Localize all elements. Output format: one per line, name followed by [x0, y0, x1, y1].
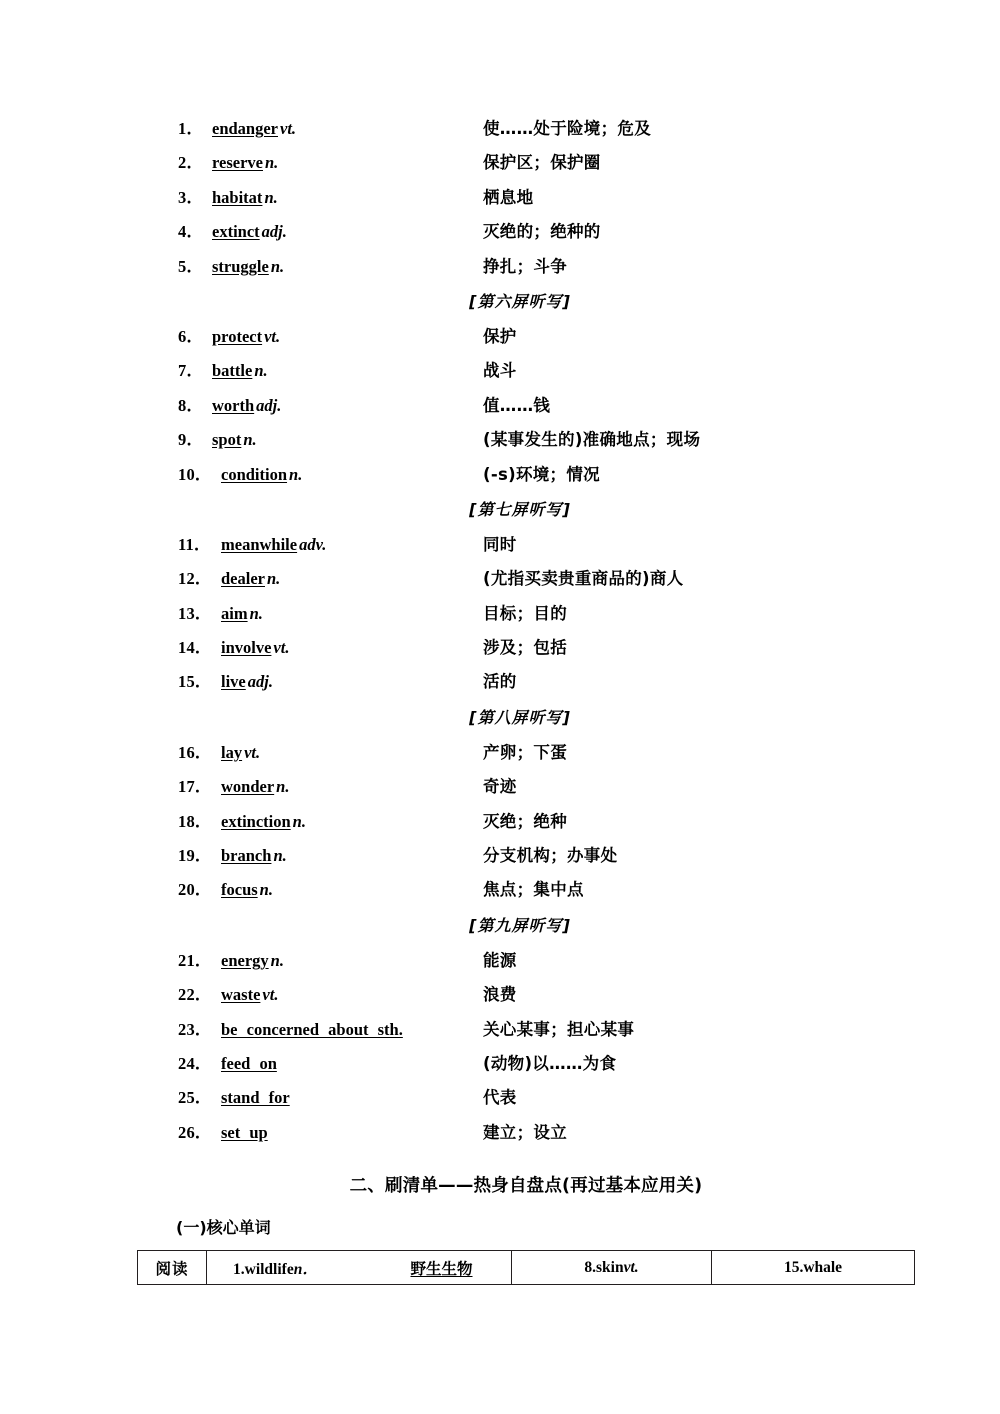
item-number: 4． [178, 222, 204, 242]
item-pos: vt. [244, 742, 261, 762]
item-number: 24． [178, 1053, 212, 1073]
item-number: 19． [178, 846, 212, 866]
second-word-cell [512, 1251, 712, 1285]
item-word: involve [221, 638, 272, 658]
item-definition: 灭绝；绝种 [483, 811, 567, 831]
screen-heading-six: [第六屏听写] [469, 291, 571, 311]
subsection-heading: (一)核心单词 [176, 1218, 271, 1237]
vocabulary-row [0, 458, 1000, 492]
item-pos: adv. [299, 534, 327, 554]
item-number: 9． [178, 430, 204, 450]
item-definition: 活的 [483, 672, 517, 692]
item-word: reserve [212, 153, 263, 173]
vocabulary-row [0, 978, 1000, 1012]
item-pos: n. [259, 880, 273, 900]
first-word-meaning: 野生生物 [410, 1259, 473, 1278]
item-definition: 产卵；下蛋 [483, 742, 567, 762]
item-word: endanger [212, 119, 278, 138]
first-word-term [213, 1257, 378, 1279]
item-number: 3． [178, 187, 204, 207]
vocabulary-row [0, 320, 1000, 354]
vocabulary-row [0, 770, 1000, 804]
item-number: 12． [178, 569, 212, 589]
item-word: energy [221, 950, 269, 970]
vocabulary-row [0, 944, 1000, 978]
vocabulary-row [0, 354, 1000, 388]
vocabulary-row [0, 423, 1000, 457]
third-word-cell: 15.whale [712, 1251, 915, 1285]
item-definition: 灭绝的；绝种的 [483, 222, 601, 242]
item-pos: n. [254, 361, 268, 381]
item-word: worth [212, 395, 255, 415]
item-number: 8． [178, 395, 204, 415]
item-term [221, 770, 289, 804]
item-term [221, 944, 284, 978]
vocabulary-row [0, 528, 1000, 562]
item-definition: (某事发生的)准确地点；现场 [483, 430, 701, 450]
item-term [221, 597, 263, 631]
core-words-table [137, 1250, 915, 1285]
item-number: 1． [178, 119, 204, 138]
item-definition: 保护 [483, 326, 517, 346]
item-pos: n. [243, 430, 257, 450]
screen-heading-eight: [第八屏听写] [469, 707, 571, 727]
item-pos: n. [266, 569, 281, 589]
item-term [221, 631, 289, 665]
item-pos: adj. [261, 222, 287, 242]
vocabulary-row [0, 736, 1000, 770]
item-definition: 关心某事；担心某事 [483, 1019, 635, 1039]
item-term [212, 215, 287, 249]
item-definition: 奇迹 [483, 777, 517, 797]
item-definition: (动物)以……为食 [483, 1053, 617, 1073]
item-number: 20． [178, 880, 212, 900]
vocabulary-row [0, 562, 1000, 596]
item-term [212, 112, 296, 146]
item-number: 2． [178, 153, 204, 173]
item-word: battle [212, 361, 253, 381]
vocabulary-row [0, 1047, 1000, 1081]
item-number: 23． [178, 1019, 212, 1039]
item-number: 14． [178, 638, 212, 658]
vocabulary-row [0, 389, 1000, 423]
table-row [138, 1251, 915, 1285]
vocabulary-row [0, 181, 1000, 215]
item-term [221, 839, 287, 873]
item-word: extinction [221, 811, 291, 831]
item-word: struggle [212, 256, 269, 276]
item-term [221, 873, 273, 907]
item-number: 17． [178, 777, 212, 797]
item-term [212, 250, 284, 284]
item-term [221, 805, 306, 839]
item-term [221, 1047, 277, 1081]
item-definition: 能源 [483, 950, 517, 970]
item-word: habitat [212, 187, 263, 207]
vocabulary-row [0, 805, 1000, 839]
vocabulary-row [0, 112, 1000, 146]
item-number: 13． [178, 603, 212, 623]
item-definition: 代表 [483, 1088, 517, 1108]
item-number: 25． [178, 1088, 212, 1108]
vocabulary-row [0, 839, 1000, 873]
item-phrase: be concerned about sth. [221, 1019, 403, 1039]
item-term [221, 1013, 403, 1047]
vocabulary-row [0, 1081, 1000, 1115]
item-definition: 目标；目的 [483, 603, 567, 623]
item-number: 26． [178, 1122, 212, 1142]
item-term [221, 458, 302, 492]
second-word-text: 8.skin [584, 1258, 624, 1276]
item-pos: adj. [247, 672, 273, 692]
first-word-cell [207, 1251, 512, 1285]
item-pos: n. [264, 187, 278, 207]
item-pos: n. [270, 950, 284, 970]
item-pos: vt. [273, 638, 290, 658]
vocabulary-list [0, 112, 1000, 1150]
item-term [212, 320, 280, 354]
item-number: 5． [178, 256, 204, 276]
item-pos: n. [273, 846, 287, 866]
vocabulary-row [0, 631, 1000, 665]
item-term [221, 978, 278, 1012]
item-definition: 分支机构；办事处 [483, 846, 618, 866]
item-word: extinct [212, 222, 260, 242]
item-pos: adj. [256, 395, 282, 415]
item-pos: vt. [280, 119, 297, 138]
item-definition: 同时 [483, 534, 517, 554]
section-heading: 二、刷清单——热身自盘点(再过基本应用关) [349, 1176, 703, 1196]
item-term [212, 389, 281, 423]
vocabulary-row [0, 215, 1000, 249]
item-term [221, 528, 326, 562]
item-word: lay [221, 742, 243, 762]
item-term [221, 562, 280, 596]
item-term [221, 1081, 290, 1115]
first-word-text: 1.wildlife [233, 1260, 294, 1278]
item-definition: 浪费 [483, 985, 517, 1005]
item-definition: 栖息地 [483, 187, 534, 207]
item-definition: (尤指买卖贵重商品的)商人 [483, 569, 684, 589]
vocabulary-row [0, 1013, 1000, 1047]
item-number: 6． [178, 326, 204, 346]
item-pos: n. [249, 603, 263, 623]
vocabulary-row [0, 597, 1000, 631]
item-phrase: feed on [221, 1053, 277, 1073]
item-pos: vt. [264, 326, 281, 346]
item-definition: 值……钱 [483, 395, 551, 415]
item-number: 15． [178, 672, 212, 692]
item-term [212, 181, 278, 215]
item-term [212, 354, 268, 388]
item-phrase: stand for [221, 1088, 290, 1108]
item-definition: 建立；设立 [483, 1122, 567, 1142]
item-pos: n. [292, 811, 306, 831]
item-pos: n. [265, 153, 279, 173]
item-definition: 战斗 [483, 361, 517, 381]
item-word: spot [212, 430, 242, 450]
item-number: 7． [178, 361, 204, 381]
item-definition: 使……处于险境；危及 [483, 119, 651, 138]
second-word-pos: vt. [623, 1258, 639, 1276]
vocabulary-row [0, 146, 1000, 180]
item-phrase: set up [221, 1122, 268, 1142]
item-number: 18． [178, 811, 212, 831]
vocabulary-row [0, 665, 1000, 699]
item-word: waste [221, 985, 261, 1005]
item-definition: 保护区；保护圈 [483, 153, 601, 173]
vocabulary-row [0, 873, 1000, 907]
item-number: 22． [178, 985, 212, 1005]
item-word: focus [221, 880, 258, 900]
item-word: protect [212, 326, 263, 346]
item-pos: n. [276, 777, 290, 797]
item-definition: 涉及；包括 [483, 638, 567, 658]
item-word: wonder [221, 777, 275, 797]
item-pos: n. [289, 464, 303, 484]
item-number: 10． [178, 464, 212, 484]
item-word: branch [221, 846, 272, 866]
screen-heading-nine: [第九屏听写] [469, 915, 571, 935]
item-word: aim [221, 603, 248, 623]
item-definition: (-s)环境；情况 [483, 464, 600, 484]
item-number: 16． [178, 742, 212, 762]
item-definition: 焦点；集中点 [483, 880, 584, 900]
row-label-cell: 阅读 [138, 1251, 207, 1285]
item-term [221, 736, 260, 770]
vocabulary-row [0, 1116, 1000, 1150]
screen-heading-seven: [第七屏听写] [469, 499, 571, 519]
item-word: live [221, 672, 246, 692]
item-word: condition [221, 464, 288, 484]
item-term [221, 665, 273, 699]
first-word-pos: n． [293, 1260, 318, 1278]
item-number: 11． [178, 534, 211, 554]
item-term [221, 1116, 268, 1150]
item-pos: vt. [262, 985, 279, 1005]
item-number: 21． [178, 950, 212, 970]
item-definition: 挣扎；斗争 [483, 256, 567, 276]
item-term [212, 423, 257, 457]
item-word: dealer [221, 569, 265, 589]
item-pos: n. [270, 256, 285, 276]
item-word: meanwhile [221, 534, 298, 554]
item-term [212, 146, 278, 180]
vocabulary-row [0, 250, 1000, 284]
